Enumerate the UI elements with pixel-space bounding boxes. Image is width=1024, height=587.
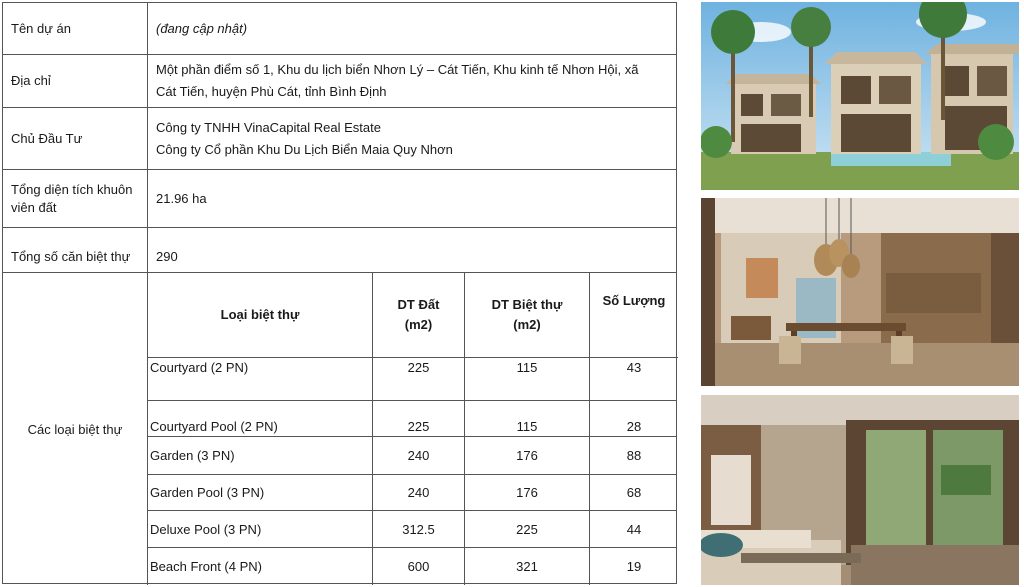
villa-dining-photo (701, 198, 1019, 386)
villa-bedroom-photo (701, 395, 1019, 585)
quantity-cell: 44 (626, 521, 642, 537)
table-row (148, 511, 676, 548)
land-area-label: Tổng diện tích khuôn viên đất (3, 170, 148, 227)
villa-types-block (3, 272, 676, 585)
table-row (148, 548, 676, 585)
row-address (3, 55, 676, 108)
villa-types-label: Các loại biệt thự (3, 273, 148, 585)
villa-type-cell: Garden Pool (3 PN) (148, 475, 373, 510)
land-area-cell: 225 (373, 401, 465, 436)
address-value: Một phần điểm số 1, Khu du lịch biển Nhơn Lý – Cát Tiến, Khu kinh tế Nhơn Hội, xã Cát Tiến, huyện Phù Cát, tỉnh Bình Định (156, 62, 639, 99)
land-area-cell: 225 (373, 358, 465, 400)
quantity-cell: 43 (626, 360, 642, 375)
header-villa-type: Loại biệt thự (148, 273, 373, 358)
land-area-value: 21.96 ha (156, 190, 207, 206)
header-villa-area: DT Biệt thự (m2) (465, 273, 590, 358)
row-land-area (3, 170, 676, 228)
address-label: Địa chỉ (3, 55, 148, 107)
table-row (148, 358, 676, 401)
villa-count-value: 290 (156, 249, 178, 264)
investor-value: Công ty TNHH VinaCapital Real Estate Công ty Cổ phần Khu Du Lịch Biển Maia Quy Nhơn (156, 119, 453, 157)
villa-area-cell: 115 (465, 358, 590, 400)
villa-count-label: Tổng số căn biệt thự (3, 228, 148, 272)
table-row (148, 401, 676, 437)
row-investor (3, 108, 676, 170)
quantity-cell: 28 (626, 419, 642, 434)
villa-area-cell: 321 (465, 548, 590, 585)
header-land-area: DT Đất (m2) (373, 273, 465, 358)
villa-area-cell: 176 (465, 437, 590, 474)
land-area-cell: 600 (373, 548, 465, 585)
villa-area-cell: 176 (465, 475, 590, 510)
project-spec-table (2, 2, 677, 584)
villa-type-cell: Courtyard (2 PN) (148, 358, 373, 400)
villa-type-cell: Beach Front (4 PN) (148, 548, 373, 585)
villa-area-cell: 225 (465, 511, 590, 547)
land-area-cell: 312.5 (373, 511, 465, 547)
table-row (148, 437, 676, 475)
villa-types-table (148, 273, 676, 585)
villa-type-cell: Garden (3 PN) (148, 437, 373, 474)
villa-type-cell: Courtyard Pool (2 PN) (148, 401, 373, 436)
header-quantity: Số Lượng (590, 273, 678, 358)
project-name-label: Tên dự án (3, 3, 148, 54)
quantity-cell: 68 (626, 485, 642, 500)
row-project-name (3, 3, 676, 55)
land-area-cell: 240 (373, 437, 465, 474)
investor-label: Chủ Đầu Tư (3, 108, 148, 169)
quantity-cell: 88 (626, 448, 642, 463)
land-area-cell: 240 (373, 475, 465, 510)
project-name-value: (đang cập nhật) (156, 20, 248, 36)
row-villa-count (3, 228, 676, 272)
villa-type-cell: Deluxe Pool (3 PN) (148, 511, 373, 547)
villa-exterior-photo (701, 2, 1019, 190)
villa-area-cell: 115 (465, 401, 590, 436)
table-row (148, 475, 676, 511)
quantity-cell: 19 (626, 559, 642, 574)
